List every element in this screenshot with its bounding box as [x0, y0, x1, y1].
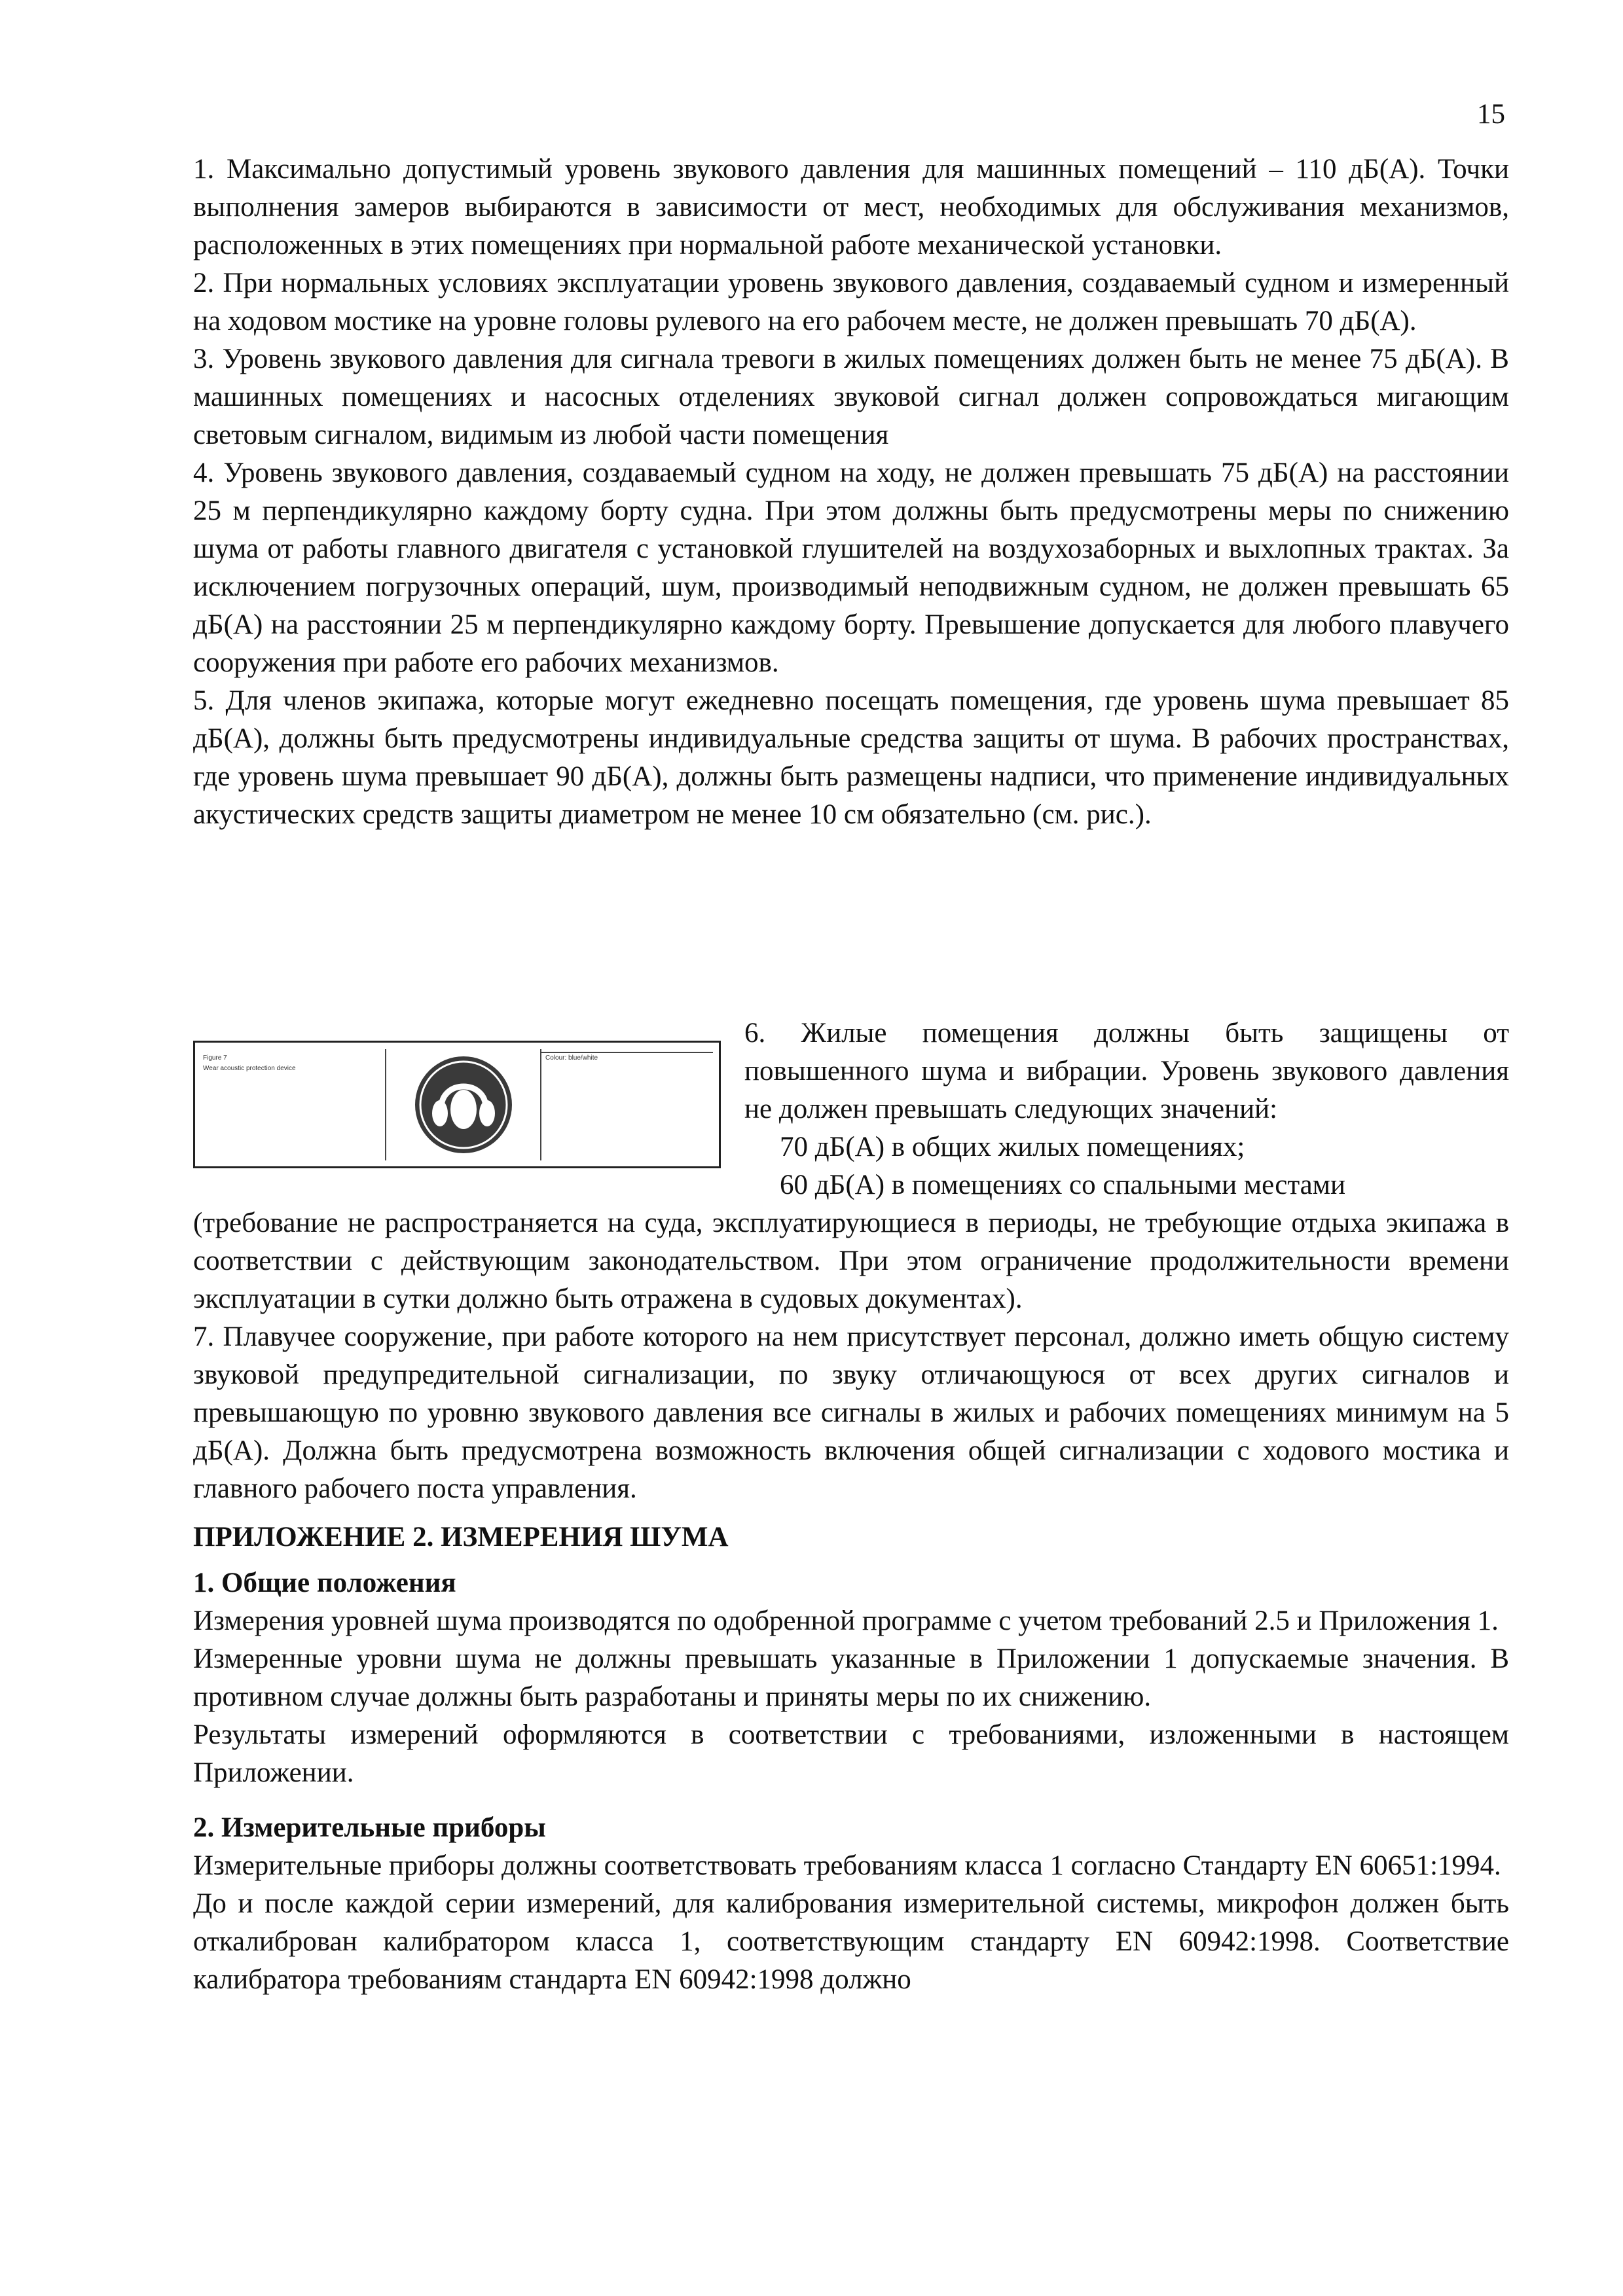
limit-sleeping-rooms: 60 дБ(А) в помещениях со спальными местами [780, 1170, 1345, 1200]
instruments-paragraph-2: До и после каждой серии измерений, для калибрования измерительной системы, микрофон должен быть откалиброван калибратором класса 1, соответствующим стандарту EN 60942:1998. Соответствие калибратора требованиям стандарта EN 60942:1998 должно [193, 1888, 1509, 1995]
paragraph-3: 3. Уровень звукового давления для сигнала тревоги в жилых помещениях должен быть не менее 75 дБ(А). В машинных помещениях и насосных отделениях звуковой сигнал должен сопровождаться мигающим световым сигналом, видимым из любой части помещения [193, 344, 1509, 450]
paragraph-4: 4. Уровень звукового давления, создаваемый судном на ходу, не должен превышать 75 дБ(А) на расстоянии 25 м перпендикулярно каждому борту судна. При этом должны быть предусмотрены меры по снижению шума от работы главного двигателя с установкой глушителей на воздухозаборных и выхлопных трактах. За исключением погрузочных операций, шум, производимый неподвижным судном, не должен превышать 65 дБ(А) на расстоянии 25 м перпендикулярно каждому борту. Превышение допускается для любого плавучего сооружения при работе его рабочих механизмов. [193, 457, 1509, 678]
general-paragraph-2: Измеренные уровни шума не должны превышать указанные в Приложении 1 допускаемые значения. В противном случае должны быть разработаны и приняты меры по их снижению. [193, 1643, 1509, 1712]
figure-caption-title: Wear acoustic protection device [203, 1065, 296, 1072]
figure-divider-left [385, 1049, 386, 1160]
figure-colour-label: Colour: blue/white [545, 1054, 598, 1062]
ear-protection-figure [193, 1041, 721, 1168]
paragraph-1: 1. Максимально допустимый уровень звукового давления для машинных помещений – 110 дБ(А). Точки выполнения замеров выбираются в зависимости от мест, необходимых для обслуживания механизмов, расположенных в этих помещениях при нормальной работе механической установки. [193, 154, 1509, 260]
paragraph-6-intro: 6. Жилые помещения должны быть защищены от повышенного шума и вибрации. Уровень звукового давления не должен превышать следующих значений: [744, 1018, 1509, 1124]
main-continuation [193, 1204, 1509, 1999]
limit-common-rooms: 70 дБ(А) в общих жилых помещениях; [780, 1132, 1245, 1162]
figure-header-rule [541, 1052, 713, 1053]
general-provisions-heading: 1. Общие положения [193, 1568, 456, 1598]
paragraph-5: 5. Для членов экипажа, которые могут ежедневно посещать помещения, где уровень шума превышает 85 дБ(А), должны быть предусмотрены индивидуальные средства защиты от шума. В рабочих пространствах, где уровень шума превышает 90 дБ(А), должны быть размещены надписи, что применение индивидуальных акустических средств защиты диаметром не менее 10 см обязательно (см. рис.). [193, 685, 1509, 830]
ear-protection-icon [413, 1054, 514, 1155]
paragraph-6-continuation: (требование не распространяется на суда, эксплуатирующиеся в периоды, не требующие отдыха экипажа в соответствии с действующим законодательством. При этом ограничение продолжительности времени эксплуатации в сутки должно быть отражена в судовых документах). [193, 1208, 1509, 1314]
paragraph-2: 2. При нормальных условиях эксплуатации уровень звукового давления, создаваемый судном и измеренный на ходовом мостике на уровне головы рулевого на его рабочем месте, не должен превышать 70 дБ(А). [193, 268, 1509, 336]
paragraph-7: 7. Плавучее сооружение, при работе которого на нем присутствует персонал, должно иметь общую систему звуковой предупредительной сигнализации, по звуку отличающуюся от всех других сигналов и превышающую по уровню звукового давления все сигналы в жилых и рабочих помещениях минимум на 5 дБ(А). Должна быть предусмотрена возможность включения общей сигнализации с ходового мостика и главного рабочего поста управления. [193, 1321, 1509, 1504]
general-paragraph-1: Измерения уровней шума производятся по одобренной программе с учетом требований 2.5 и Приложения 1. [193, 1605, 1499, 1636]
requirements-list [193, 151, 1509, 834]
appendix-title: ПРИЛОЖЕНИЕ 2. ИЗМЕРЕНИЯ ШУМА [193, 1522, 729, 1552]
instruments-paragraph-1: Измерительные приборы должны соответствовать требованиям класса 1 согласно Стандарту EN 60651:1994. [193, 1850, 1501, 1881]
page-number: 15 [1477, 99, 1505, 130]
accommodation-requirements [744, 1014, 1509, 1204]
general-paragraph-3: Результаты измерений оформляются в соответствии с требованиями, изложенными в настоящем Приложении. [193, 1719, 1509, 1788]
instruments-heading: 2. Измерительные приборы [193, 1812, 546, 1843]
figure-divider-right [540, 1049, 541, 1160]
figure-caption-number: Figure 7 [203, 1054, 227, 1062]
